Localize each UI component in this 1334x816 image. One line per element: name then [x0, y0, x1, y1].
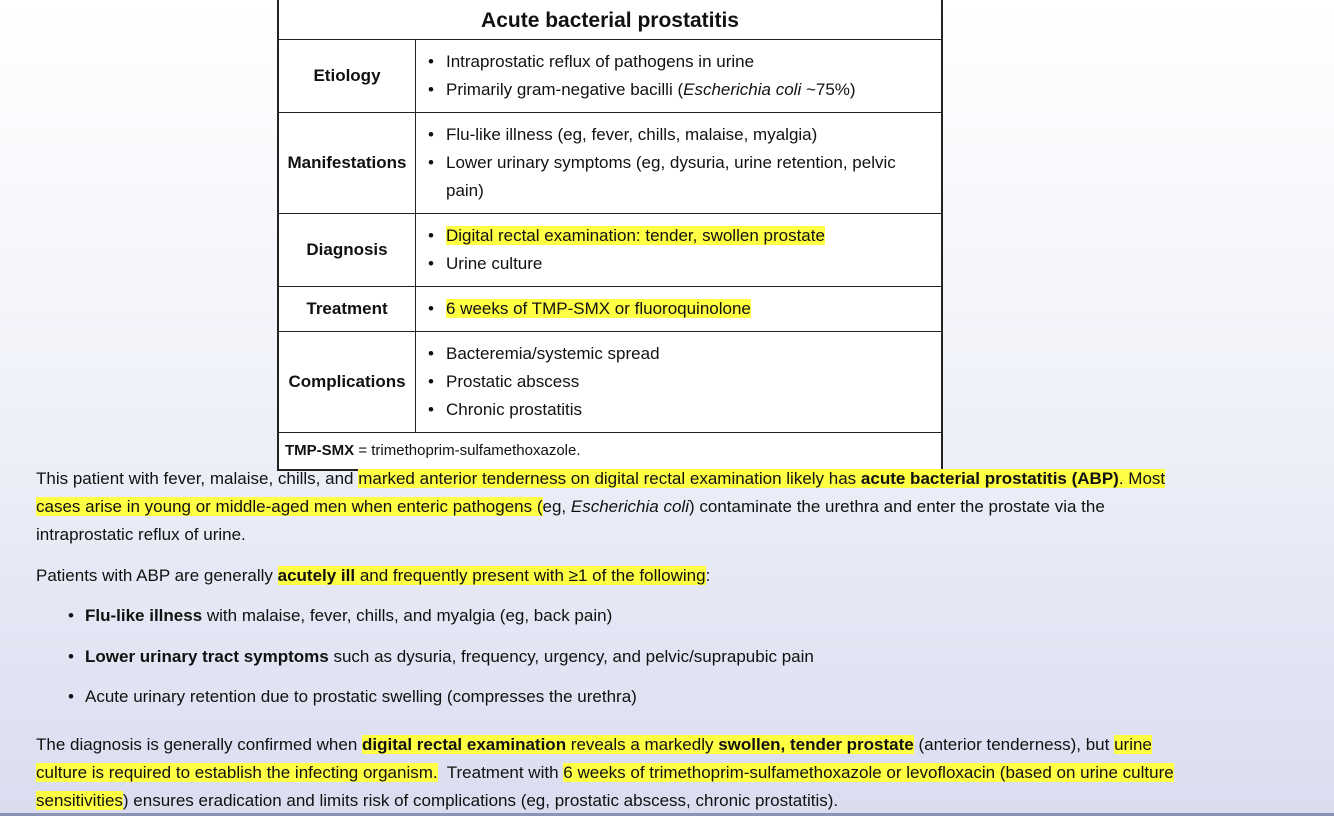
list-item: • Urine culture: [428, 250, 931, 278]
symptom-list: [68, 602, 814, 724]
table-row: [278, 40, 942, 113]
row-content-treatment: [416, 287, 943, 332]
row-category-treatment: Treatment: [278, 287, 416, 332]
row-category-etiology: Etiology: [278, 40, 416, 113]
table-row: [278, 332, 942, 433]
table-row: [278, 287, 942, 332]
list-item: • Flu-like illness (eg, fever, chills, malaise, myalgia): [428, 121, 931, 149]
explanation-paragraph-3: The diagnosis is generally confirmed when digital rectal examination reveals a markedly swollen, tender prostate (anterior tenderness), but urine culture is required to establish the infecting organism. Treatment with 6 weeks of trimethoprim-sulfamethoxazole or levofloxacin (based on urine culture sensitivities) ensures eradication and limits risk of complications (eg, prostatic abscess, chronic prostatitis).: [36, 735, 1174, 810]
row-content-complications: [416, 332, 943, 433]
list-item: • Acute urinary retention due to prostatic swelling (compresses the urethra): [68, 683, 814, 724]
list-item: • Primarily gram-negative bacilli (Escherichia coli ~75%): [428, 76, 931, 104]
explanation-paragraph-1: This patient with fever, malaise, chills, and marked anterior tenderness on digital rectal examination likely has acute bacterial prostatitis (ABP). Most cases arise in young or middle-aged men when enteric pathogens (eg, Escherichia coli) contaminate the urethra and enter the prostate via the intraprostatic reflux of urine.: [36, 469, 1166, 544]
table-title: Acute bacterial prostatitis: [278, 0, 942, 40]
list-item: • Lower urinary symptoms (eg, dysuria, urine retention, pelvic pain): [428, 149, 931, 205]
list-item: • Bacteremia/systemic spread: [428, 340, 931, 368]
explanation-paragraph-2: Patients with ABP are generally acutely ill and frequently present with ≥1 of the following:: [36, 566, 711, 585]
list-item: • Flu-like illness with malaise, fever, chills, and myalgia (eg, back pain): [68, 602, 814, 643]
list-item: • Lower urinary tract symptoms such as dysuria, frequency, urgency, and pelvic/suprapubic pain: [68, 643, 814, 684]
table-row: [278, 113, 942, 214]
row-content-manifestations: [416, 113, 943, 214]
list-item: • Digital rectal examination: tender, swollen prostate: [428, 222, 931, 250]
table-footnote: TMP-SMX = trimethoprim-sulfamethoxazole.: [278, 433, 942, 471]
list-item: • Intraprostatic reflux of pathogens in urine: [428, 48, 931, 76]
row-category-manifestations: Manifestations: [278, 113, 416, 214]
list-item: • Prostatic abscess: [428, 368, 931, 396]
row-category-diagnosis: Diagnosis: [278, 214, 416, 287]
table-title-row: [278, 0, 942, 40]
row-content-diagnosis: [416, 214, 943, 287]
row-content-etiology: [416, 40, 943, 113]
list-item: • Chronic prostatitis: [428, 396, 931, 424]
row-category-complications: Complications: [278, 332, 416, 433]
list-item: • 6 weeks of TMP-SMX or fluoroquinolone: [428, 295, 931, 323]
summary-table: [277, 0, 943, 471]
table-row: [278, 214, 942, 287]
